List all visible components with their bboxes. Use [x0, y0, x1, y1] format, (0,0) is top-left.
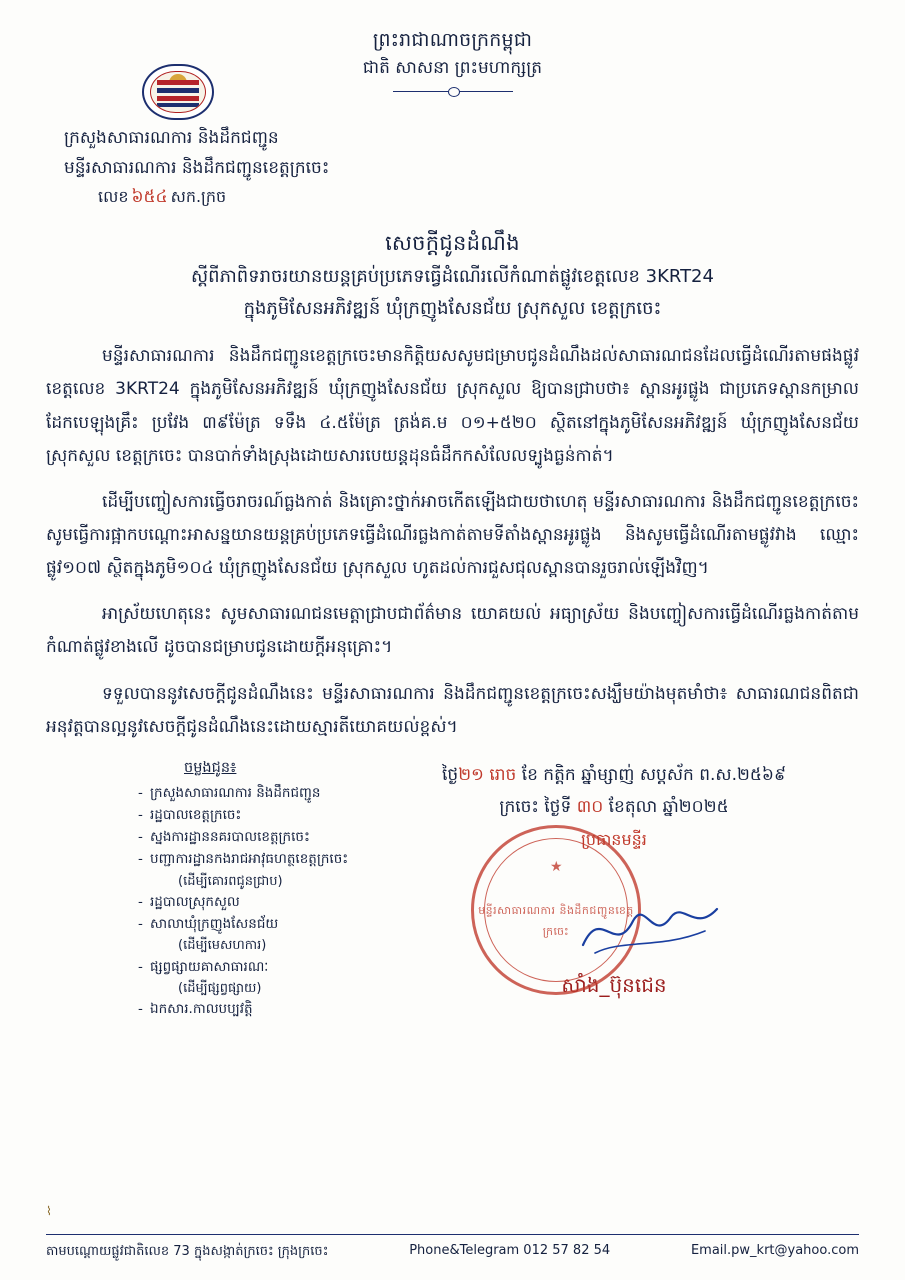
cc-list — [138, 757, 438, 1022]
lunar-date-line — [399, 759, 829, 791]
list-item: - ផ្សព្វផ្សាយគាសាធារណៈ — [138, 957, 438, 979]
stamp-star-icon: ★ — [550, 858, 563, 875]
lunar-date-phase: រោច — [489, 764, 517, 785]
list-item: - ឯកសារ.កាលបប្បវត្តិ — [138, 999, 438, 1021]
paragraph-1: មន្ទីរសាធារណការ និងដឹកជញ្ជូនខេត្តក្រចេះមានកិត្តិយសសូមជម្រាបជូនដំណឹងដល់សាធារណជនដែលធ្វើដំណើរតាមផងផ្លូវខេត្តលេខ 3KRT24 ក្នុងភូមិសែនអភិវឌ្ឍន៍ ឃុំក្រញូងសែនជ័យ ស្រុកសួល ឱ្យបានជ្រាបថា៖ ស្ពានអូរផ្លូង ជាប្រភេទស្ពានកម្រាលដែកបេឡុងគ្រឹះ ប្រវែង ៣៩ម៉ែត្រ ទទឹង ៤.៥ម៉ែត្រ ត្រង់គ.ម ០១+៥២០ ស្ថិតនៅក្នុងភូមិសែនអភិវឌ្ឍន៍ ឃុំក្រញូងសែនជ័យ ស្រុកសួល ខេត្តក្រចេះ បានបាក់ទាំងស្រុងដោយសារបេយន្តដុនធំដឹកកសំលែលទ្បូងធ្ងន់កាត់។ — [46, 346, 859, 466]
gregorian-date-prefix: ក្រចេះ ថ្ងៃទី — [499, 797, 572, 818]
list-item: - រដ្ឋបាលស្រុកសួល — [138, 892, 438, 914]
ministry-block — [46, 124, 859, 184]
national-motto: ជាតិ សាសនា ព្រះមហាក្សត្រ — [362, 57, 543, 78]
lunar-date-day: ២១ — [458, 764, 484, 785]
footer-email: Email.pw_krt@yahoo.com — [690, 1243, 859, 1258]
reference-label: លេខ — [98, 186, 129, 206]
subtitle-line-2: ក្នុងភូមិសែនអភិវឌ្ឍន៍ ឃុំក្រញូងសែនជ័យ ស្រុកសួល ខេត្តក្រចេះ — [243, 297, 662, 319]
reference-suffix: សក.ក្រច — [170, 186, 227, 206]
reference-line — [46, 186, 859, 211]
page-edge-mark: ⌇ — [46, 1204, 52, 1218]
paragraph-3: អាស្រ័យហេតុនេះ សូមសាធារណជនមេត្តាជ្រាបជាព័ត៌មាន យោគយល់ អធ្យាស្រ័យ និងបញ្ចៀសការធ្វើដំណើរធ្លងកាត់តាមកំណាត់ផ្លូវខាងលើ ដូចបានជម្រាបជូនដោយក្ដីអនុគ្រោះ។ — [46, 604, 859, 658]
ornament-divider — [393, 86, 513, 96]
gregorian-date-line — [399, 791, 829, 823]
document-footer — [46, 1234, 859, 1262]
cc-items — [138, 783, 438, 1021]
list-item: - រដ្ឋបាលខេត្តក្រចេះ — [138, 805, 438, 827]
national-emblem-icon — [142, 64, 214, 120]
kingdom-title: ព្រះរាជាណាចក្រកម្ពុជា — [372, 29, 533, 51]
footer-phone: Phone&Telegram 012 57 82 54 — [409, 1243, 611, 1258]
signature-block — [399, 759, 829, 1004]
signer-role: ប្រធានមន្ទីរ — [581, 830, 647, 850]
document-header — [46, 26, 859, 122]
signer-name: សាំង_ប៊ុនជេន — [561, 972, 667, 997]
lunar-date-prefix: ថ្ងៃ — [442, 764, 459, 785]
ministry-name: ក្រសួងសាធារណការ និងដឹកជញ្ជូន — [64, 128, 279, 148]
reference-number: ៦៥៤ — [131, 186, 168, 207]
gregorian-date-rest: ខែតុលា ឆ្នាំ២០២៥ — [608, 797, 729, 818]
list-item-note: (ដើម្បីផ្សព្វផ្សាយ) — [178, 981, 262, 997]
list-item: - ក្រសួងសាធារណការ និងដឹកជញ្ជូន — [138, 783, 438, 805]
department-name: មន្ទីរសាធារណការ និងដឹកជញ្ជូនខេត្តក្រចេះ — [64, 157, 330, 178]
page-title: សេចក្តីជូនដំណឹង — [385, 230, 520, 255]
footer-address: តាមបណ្ដោយផ្លូវជាតិលេខ 73 ក្នុងសង្កាត់ក្រចេះ ក្រុងក្រចេះ — [46, 1244, 329, 1259]
list-item: - បញ្ជាការដ្ឋានកងរាជអាវុធហត្ថខេត្តក្រចេះ — [138, 849, 438, 871]
cc-title: ចម្លងជូន៖ — [184, 759, 237, 776]
stamp-text: មន្ទីរសាធារណការ និងដឹកជញ្ជូនខេត្តក្រចេះ — [478, 903, 634, 938]
lunar-date-year: ឆ្នាំម្សាញ់ សប្ដស័ក ព.ស.២៥៦៩ — [581, 764, 786, 785]
list-item-note: (ដើម្បីគោរពជូនជ្រាប) — [178, 873, 283, 889]
subtitle-line-1: ស្តីពីភាពិទរាចរយានយន្តគ្រប់ប្រភេទធ្វើដំណើរលើកំណាត់ផ្លូវខេត្តលេខ 3KRT24 — [191, 266, 714, 288]
list-item-note: (ដើម្បីមេសហការ) — [178, 938, 267, 954]
title-block — [46, 225, 859, 325]
list-item: - ស្នងការដ្ឋាននគរបាលខេត្តក្រចេះ — [138, 827, 438, 849]
paragraph-2: ដើម្បីបញ្ចៀសការធ្វើចរាចរណ៍ធ្លងកាត់ និងគ្រោះថ្នាក់អាចកើតឡើងជាយថាហេតុ មន្ទីរសាធារណការ និងដឹកជញ្ជូនខេត្តក្រចេះ សូមធ្វើការផ្អាកបណ្ដោះអាសន្នយានយន្តគ្រប់ប្រភេទធ្វើដំណើរធ្លងកាត់តាមទីតាំងស្ពានអូរផ្លូង និងសូមធ្វើដំណើរតាមផ្លូវវាង ឈ្មោះផ្លូវ១០៧ ស្ថិតក្នុងភូមិ១០៤ ឃុំក្រញូងសែនជ័យ ស្រុកសួល ហូតដល់ការជួសជុលស្ពានបានរួចរាល់ឡើងវិញ។ — [46, 491, 859, 579]
paragraph-4: ទទួលបាននូវសេចក្តីជូនដំណឹងនេះ មន្ទីរសាធារណការ និងដឹកជញ្ជូនខេត្តក្រចេះសង្ឃឹមយ៉ាងមុតមាំថា៖ សាធារណជនពិតជាអនុវត្តបានល្អនូវសេចក្តីជូនដំណឹងនេះដោយស្មារតីយោគយល់ខ្ពស់។ — [46, 683, 859, 737]
official-stamp — [471, 825, 641, 995]
list-item: - សាលាឃុំក្រញូងសែនជ័យ — [138, 914, 438, 936]
lunar-date-month: ខែ កត្តិក — [521, 764, 576, 785]
gregorian-date-day: ៣០ — [576, 797, 604, 818]
lower-region — [46, 757, 859, 1057]
body-text — [46, 340, 859, 744]
